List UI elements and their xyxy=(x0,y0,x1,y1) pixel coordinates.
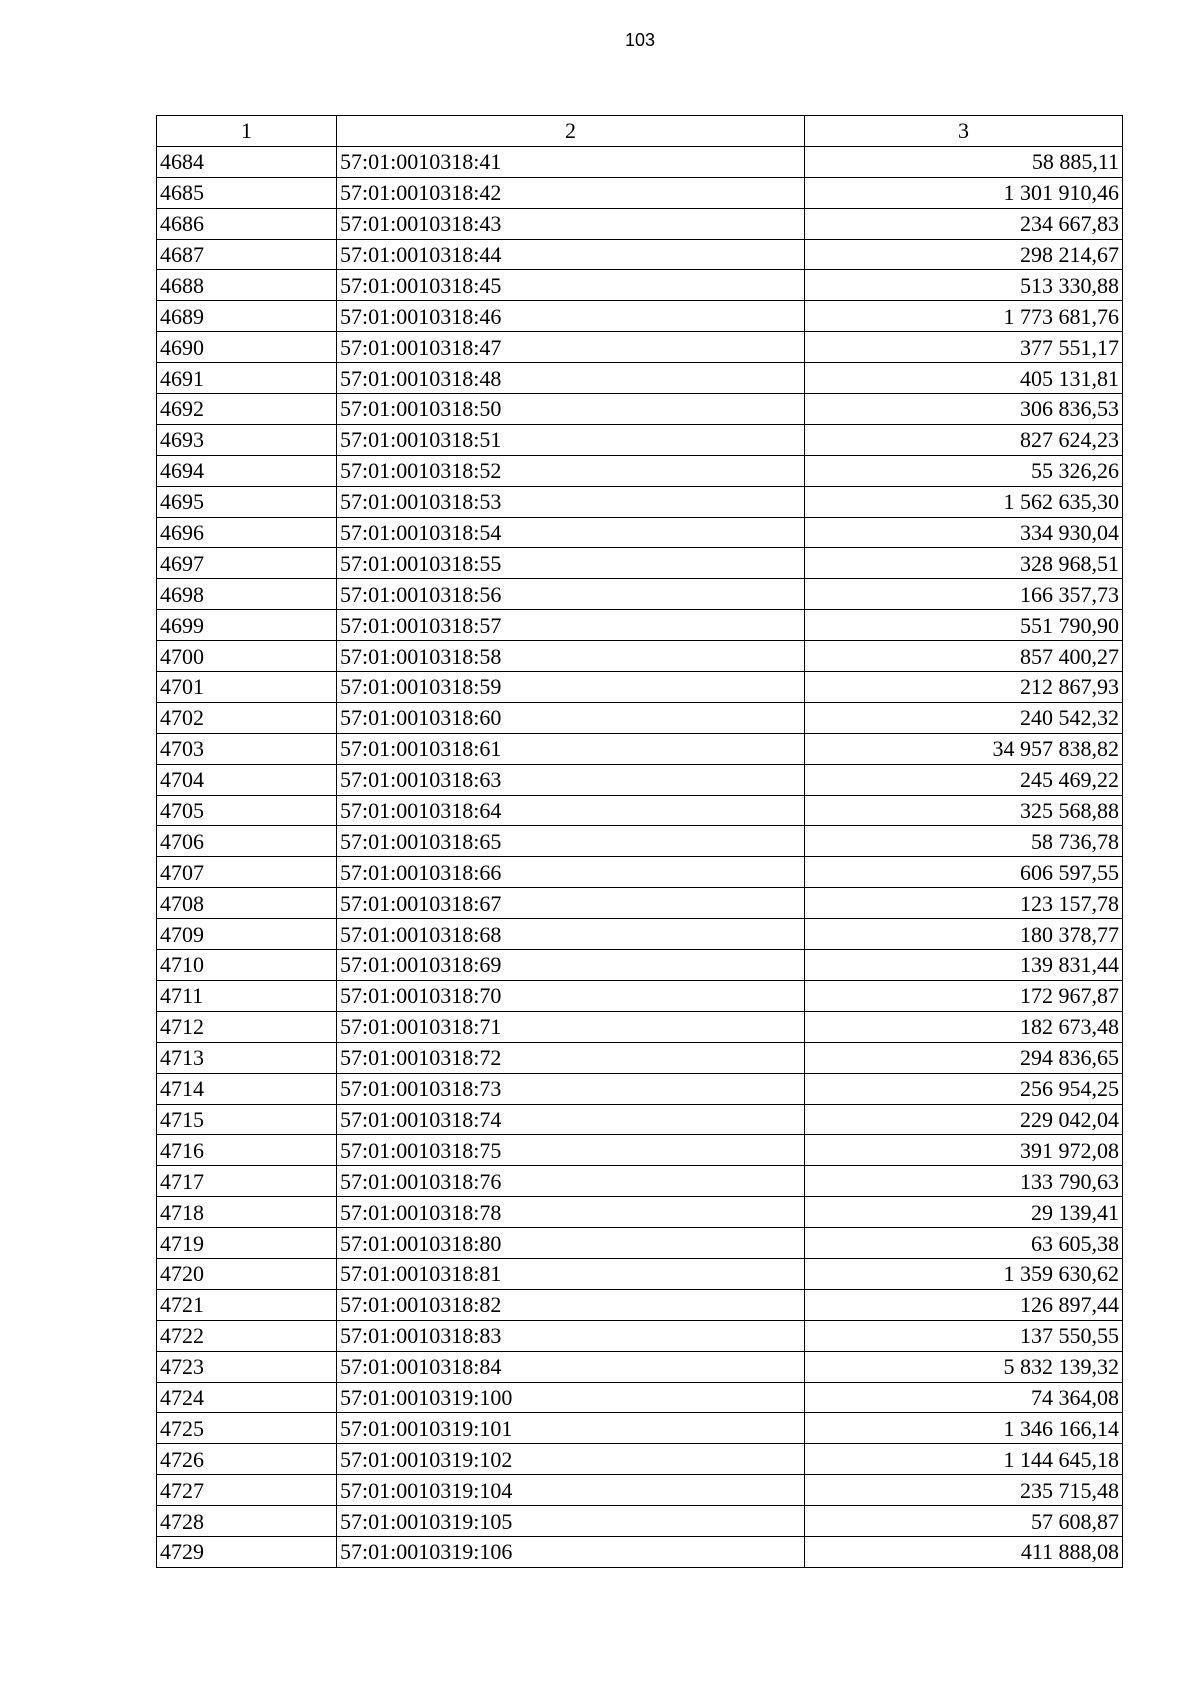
cadastral-number-cell: 57:01:0010318:56 xyxy=(337,579,805,610)
cadastral-number-cell: 57:01:0010318:46 xyxy=(337,301,805,332)
value-cell: 405 131,81 xyxy=(805,363,1123,394)
table-row xyxy=(157,1289,1123,1320)
row-number-cell: 4719 xyxy=(157,1228,337,1259)
cadastral-number-cell: 57:01:0010319:101 xyxy=(337,1413,805,1444)
value-cell: 74 364,08 xyxy=(805,1382,1123,1413)
table-row xyxy=(157,579,1123,610)
cadastral-number-cell: 57:01:0010318:43 xyxy=(337,208,805,239)
row-number-cell: 4698 xyxy=(157,579,337,610)
table-row xyxy=(157,857,1123,888)
row-number-cell: 4722 xyxy=(157,1320,337,1351)
value-cell: 234 667,83 xyxy=(805,208,1123,239)
table-row xyxy=(157,610,1123,641)
value-cell: 1 359 630,62 xyxy=(805,1258,1123,1289)
row-number-cell: 4712 xyxy=(157,1011,337,1042)
cadastral-number-cell: 57:01:0010318:67 xyxy=(337,888,805,919)
row-number-cell: 4717 xyxy=(157,1166,337,1197)
value-cell: 58 736,78 xyxy=(805,826,1123,857)
table-row xyxy=(157,301,1123,332)
cadastral-number-cell: 57:01:0010318:53 xyxy=(337,486,805,517)
cadastral-number-cell: 57:01:0010319:105 xyxy=(337,1506,805,1537)
cadastral-number-cell: 57:01:0010318:70 xyxy=(337,980,805,1011)
table-row xyxy=(157,1382,1123,1413)
cadastral-number-cell: 57:01:0010318:65 xyxy=(337,826,805,857)
cadastral-number-cell: 57:01:0010318:51 xyxy=(337,424,805,455)
value-cell: 172 967,87 xyxy=(805,980,1123,1011)
row-number-cell: 4709 xyxy=(157,919,337,950)
cadastral-number-cell: 57:01:0010318:47 xyxy=(337,332,805,363)
value-cell: 334 930,04 xyxy=(805,517,1123,548)
value-cell: 137 550,55 xyxy=(805,1320,1123,1351)
cadastral-number-cell: 57:01:0010318:45 xyxy=(337,270,805,301)
table-row xyxy=(157,702,1123,733)
cadastral-number-cell: 57:01:0010318:58 xyxy=(337,641,805,672)
table-row xyxy=(157,672,1123,703)
value-cell: 166 357,73 xyxy=(805,579,1123,610)
cadastral-number-cell: 57:01:0010318:59 xyxy=(337,672,805,703)
row-number-cell: 4687 xyxy=(157,239,337,270)
row-number-cell: 4707 xyxy=(157,857,337,888)
table-row xyxy=(157,548,1123,579)
row-number-cell: 4700 xyxy=(157,641,337,672)
table-row xyxy=(157,455,1123,486)
value-cell: 1 301 910,46 xyxy=(805,177,1123,208)
value-cell: 411 888,08 xyxy=(805,1536,1123,1567)
table-row xyxy=(157,1073,1123,1104)
cadastral-number-cell: 57:01:0010318:61 xyxy=(337,733,805,764)
cadastral-number-cell: 57:01:0010318:84 xyxy=(337,1351,805,1382)
row-number-cell: 4686 xyxy=(157,208,337,239)
row-number-cell: 4705 xyxy=(157,795,337,826)
table-row xyxy=(157,1166,1123,1197)
value-cell: 857 400,27 xyxy=(805,641,1123,672)
cadastral-number-cell: 57:01:0010318:73 xyxy=(337,1073,805,1104)
row-number-cell: 4693 xyxy=(157,424,337,455)
cadastral-number-cell: 57:01:0010318:66 xyxy=(337,857,805,888)
value-cell: 57 608,87 xyxy=(805,1506,1123,1537)
cadastral-number-cell: 57:01:0010318:71 xyxy=(337,1011,805,1042)
table-body xyxy=(157,146,1123,1567)
table-row xyxy=(157,177,1123,208)
row-number-cell: 4692 xyxy=(157,394,337,425)
table-row xyxy=(157,1258,1123,1289)
value-cell: 229 042,04 xyxy=(805,1104,1123,1135)
table-row xyxy=(157,394,1123,425)
value-cell: 180 378,77 xyxy=(805,919,1123,950)
cadastral-number-cell: 57:01:0010318:64 xyxy=(337,795,805,826)
table-row xyxy=(157,764,1123,795)
row-number-cell: 4688 xyxy=(157,270,337,301)
cadastral-number-cell: 57:01:0010318:75 xyxy=(337,1135,805,1166)
row-number-cell: 4696 xyxy=(157,517,337,548)
value-cell: 306 836,53 xyxy=(805,394,1123,425)
row-number-cell: 4718 xyxy=(157,1197,337,1228)
table-row xyxy=(157,486,1123,517)
table-row xyxy=(157,1351,1123,1382)
row-number-cell: 4723 xyxy=(157,1351,337,1382)
table-row xyxy=(157,424,1123,455)
table-row xyxy=(157,208,1123,239)
cadastral-number-cell: 57:01:0010318:60 xyxy=(337,702,805,733)
value-cell: 58 885,11 xyxy=(805,146,1123,177)
table-row xyxy=(157,1197,1123,1228)
value-cell: 182 673,48 xyxy=(805,1011,1123,1042)
value-cell: 133 790,63 xyxy=(805,1166,1123,1197)
cadastral-number-cell: 57:01:0010318:78 xyxy=(337,1197,805,1228)
value-cell: 29 139,41 xyxy=(805,1197,1123,1228)
cadastral-number-cell: 57:01:0010318:50 xyxy=(337,394,805,425)
cadastral-number-cell: 57:01:0010318:72 xyxy=(337,1042,805,1073)
row-number-cell: 4689 xyxy=(157,301,337,332)
cadastral-number-cell: 57:01:0010318:42 xyxy=(337,177,805,208)
table-row xyxy=(157,332,1123,363)
row-number-cell: 4708 xyxy=(157,888,337,919)
table-row xyxy=(157,270,1123,301)
row-number-cell: 4706 xyxy=(157,826,337,857)
value-cell: 294 836,65 xyxy=(805,1042,1123,1073)
value-cell: 377 551,17 xyxy=(805,332,1123,363)
value-cell: 256 954,25 xyxy=(805,1073,1123,1104)
value-cell: 5 832 139,32 xyxy=(805,1351,1123,1382)
row-number-cell: 4729 xyxy=(157,1536,337,1567)
value-cell: 325 568,88 xyxy=(805,795,1123,826)
table-row xyxy=(157,888,1123,919)
value-cell: 391 972,08 xyxy=(805,1135,1123,1166)
cadastral-number-cell: 57:01:0010319:104 xyxy=(337,1475,805,1506)
cadastral-number-cell: 57:01:0010318:69 xyxy=(337,950,805,981)
row-number-cell: 4690 xyxy=(157,332,337,363)
table-row xyxy=(157,146,1123,177)
row-number-cell: 4716 xyxy=(157,1135,337,1166)
table-row xyxy=(157,733,1123,764)
table-row xyxy=(157,919,1123,950)
value-cell: 139 831,44 xyxy=(805,950,1123,981)
value-cell: 328 968,51 xyxy=(805,548,1123,579)
table-row xyxy=(157,1042,1123,1073)
value-cell: 1 346 166,14 xyxy=(805,1413,1123,1444)
row-number-cell: 4694 xyxy=(157,455,337,486)
row-number-cell: 4697 xyxy=(157,548,337,579)
table-row xyxy=(157,363,1123,394)
table-row xyxy=(157,1135,1123,1166)
value-cell: 123 157,78 xyxy=(805,888,1123,919)
row-number-cell: 4701 xyxy=(157,672,337,703)
value-cell: 1 562 635,30 xyxy=(805,486,1123,517)
column-header-2: 2 xyxy=(337,116,805,147)
row-number-cell: 4727 xyxy=(157,1475,337,1506)
cadastral-number-cell: 57:01:0010318:82 xyxy=(337,1289,805,1320)
table-header xyxy=(157,116,1123,147)
row-number-cell: 4724 xyxy=(157,1382,337,1413)
value-cell: 298 214,67 xyxy=(805,239,1123,270)
value-cell: 606 597,55 xyxy=(805,857,1123,888)
value-cell: 235 715,48 xyxy=(805,1475,1123,1506)
row-number-cell: 4726 xyxy=(157,1444,337,1475)
table-row xyxy=(157,1228,1123,1259)
table-row xyxy=(157,950,1123,981)
value-cell: 827 624,23 xyxy=(805,424,1123,455)
cadastral-number-cell: 57:01:0010318:44 xyxy=(337,239,805,270)
row-number-cell: 4703 xyxy=(157,733,337,764)
table-row xyxy=(157,641,1123,672)
cadastral-number-cell: 57:01:0010319:102 xyxy=(337,1444,805,1475)
cadastral-number-cell: 57:01:0010318:68 xyxy=(337,919,805,950)
cadastral-number-cell: 57:01:0010318:74 xyxy=(337,1104,805,1135)
page-number: 103 xyxy=(624,30,656,50)
table-row xyxy=(157,1475,1123,1506)
row-number-cell: 4725 xyxy=(157,1413,337,1444)
cadastral-number-cell: 57:01:0010318:80 xyxy=(337,1228,805,1259)
table-row xyxy=(157,1413,1123,1444)
cadastral-value-table xyxy=(156,115,1123,1568)
value-cell: 245 469,22 xyxy=(805,764,1123,795)
value-cell: 55 326,26 xyxy=(805,455,1123,486)
cadastral-number-cell: 57:01:0010318:55 xyxy=(337,548,805,579)
table-row xyxy=(157,1104,1123,1135)
cadastral-number-cell: 57:01:0010318:41 xyxy=(337,146,805,177)
row-number-cell: 4720 xyxy=(157,1258,337,1289)
row-number-cell: 4711 xyxy=(157,980,337,1011)
table-row xyxy=(157,1320,1123,1351)
cadastral-number-cell: 57:01:0010318:57 xyxy=(337,610,805,641)
row-number-cell: 4713 xyxy=(157,1042,337,1073)
value-cell: 513 330,88 xyxy=(805,270,1123,301)
value-cell: 1 773 681,76 xyxy=(805,301,1123,332)
table-row xyxy=(157,517,1123,548)
row-number-cell: 4728 xyxy=(157,1506,337,1537)
row-number-cell: 4704 xyxy=(157,764,337,795)
column-header-1: 1 xyxy=(157,116,337,147)
table-row xyxy=(157,795,1123,826)
value-cell: 34 957 838,82 xyxy=(805,733,1123,764)
row-number-cell: 4695 xyxy=(157,486,337,517)
header-row xyxy=(157,116,1123,147)
cadastral-number-cell: 57:01:0010319:100 xyxy=(337,1382,805,1413)
cadastral-number-cell: 57:01:0010318:83 xyxy=(337,1320,805,1351)
table-row xyxy=(157,826,1123,857)
row-number-cell: 4715 xyxy=(157,1104,337,1135)
value-cell: 212 867,93 xyxy=(805,672,1123,703)
cadastral-number-cell: 57:01:0010318:63 xyxy=(337,764,805,795)
value-cell: 1 144 645,18 xyxy=(805,1444,1123,1475)
table-row xyxy=(157,1536,1123,1567)
value-cell: 63 605,38 xyxy=(805,1228,1123,1259)
row-number-cell: 4684 xyxy=(157,146,337,177)
row-number-cell: 4699 xyxy=(157,610,337,641)
row-number-cell: 4721 xyxy=(157,1289,337,1320)
value-cell: 240 542,32 xyxy=(805,702,1123,733)
table-row xyxy=(157,1444,1123,1475)
row-number-cell: 4714 xyxy=(157,1073,337,1104)
value-cell: 126 897,44 xyxy=(805,1289,1123,1320)
cadastral-number-cell: 57:01:0010318:48 xyxy=(337,363,805,394)
table-row xyxy=(157,239,1123,270)
row-number-cell: 4702 xyxy=(157,702,337,733)
row-number-cell: 4685 xyxy=(157,177,337,208)
row-number-cell: 4691 xyxy=(157,363,337,394)
column-header-3: 3 xyxy=(805,116,1123,147)
cadastral-number-cell: 57:01:0010318:52 xyxy=(337,455,805,486)
cadastral-number-cell: 57:01:0010318:76 xyxy=(337,1166,805,1197)
value-cell: 551 790,90 xyxy=(805,610,1123,641)
table-row xyxy=(157,1011,1123,1042)
table-row xyxy=(157,980,1123,1011)
cadastral-number-cell: 57:01:0010318:54 xyxy=(337,517,805,548)
table-row xyxy=(157,1506,1123,1537)
cadastral-number-cell: 57:01:0010319:106 xyxy=(337,1536,805,1567)
row-number-cell: 4710 xyxy=(157,950,337,981)
cadastral-number-cell: 57:01:0010318:81 xyxy=(337,1258,805,1289)
